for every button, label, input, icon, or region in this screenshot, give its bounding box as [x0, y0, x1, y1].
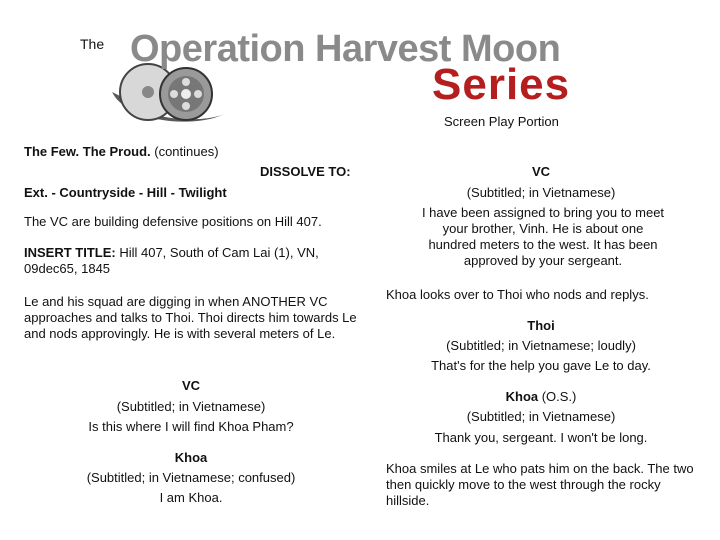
action-paragraph: The VC are building defensive positions on Hill 407. [24, 214, 322, 229]
dialogue-line: I have been assigned to bring you to meet your brother, Vinh. He is about one hundred meters to the west. It has been approved by your sergeant. [421, 205, 665, 268]
parenthetical: (Subtitled; in Vietnamese; loudly) [446, 338, 636, 353]
character-name: Khoa [505, 389, 539, 404]
parenthetical: (Subtitled; in Vietnamese) [466, 409, 616, 424]
scene-heading: Ext. - Countryside - Hill - Twilight [24, 185, 227, 200]
action-paragraph: Khoa smiles at Le who pats him on the back. The two then quickly move to the west through the rocky hillside. [386, 461, 694, 508]
character-name: Khoa [174, 450, 208, 465]
continues-title: The Few. The Proud. [24, 144, 151, 159]
insert-title [24, 245, 354, 277]
character-name: VC [181, 378, 201, 393]
page-title: Operation Harvest Moon [130, 28, 561, 70]
transition-dissolve: DISSOLVE TO: [260, 164, 351, 179]
insert-label: INSERT TITLE: [24, 245, 116, 260]
insert-text: Hill 407, South of Cam Lai (1), VN, 09dec65, 1845 [24, 245, 319, 276]
dialogue-line: Is this where I will find Khoa Pham? [88, 419, 294, 434]
film-reel-icon [108, 62, 228, 130]
parenthetical: (Subtitled; in Vietnamese) [466, 185, 616, 200]
dialogue-line: That's for the help you gave Le to day. [431, 358, 651, 373]
character-name: Thoi [527, 318, 555, 333]
continues-line [24, 144, 219, 160]
parenthetical: (Subtitled; in Vietnamese) [116, 399, 266, 414]
character-name: VC [531, 164, 551, 179]
character-line [382, 389, 700, 405]
character-extension: (O.S.) [538, 389, 577, 404]
parenthetical: (Subtitled; in Vietnamese; confused) [86, 470, 296, 485]
action-paragraph: Khoa looks over to Thoi who nods and replys. [386, 287, 649, 302]
action-paragraph: Le and his squad are digging in when ANOTHER VC approaches and talks to Thoi. Thoi directs him towards Le and nods approvingly. He is with several meters of Le. [24, 294, 357, 341]
dialogue-line: Thank you, sergeant. I won't be long. [434, 430, 648, 445]
dialogue-line: I am Khoa. [159, 490, 223, 505]
continues-suffix: (continues) [150, 144, 219, 159]
subtitle: Screen Play Portion [444, 114, 559, 129]
header-the: The [80, 36, 105, 52]
series-label: Series [432, 60, 571, 109]
